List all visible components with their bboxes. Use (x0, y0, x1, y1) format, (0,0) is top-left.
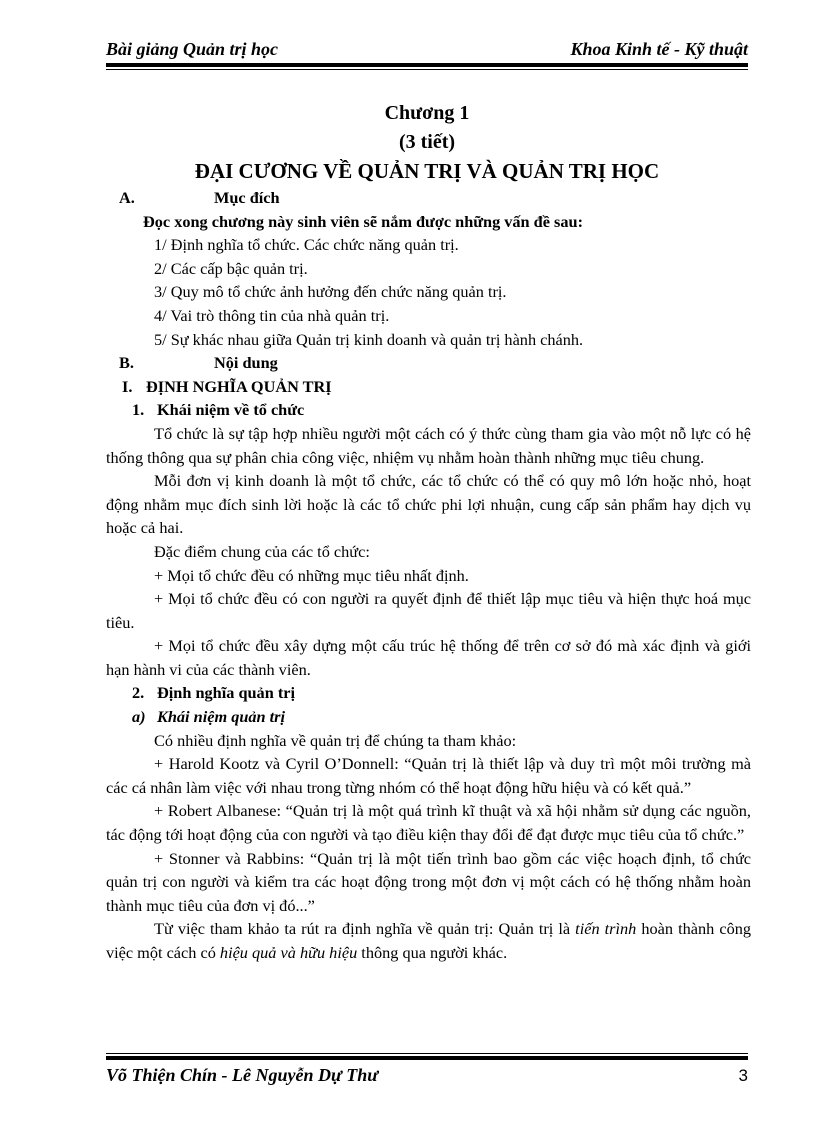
conclusion-paragraph (106, 917, 751, 964)
chapter-heading: ĐẠI CƯƠNG VỀ QUẢN TRỊ VÀ QUẢN TRỊ HỌC (194, 159, 660, 183)
objective-item: 1/ Định nghĩa tổ chức. Các chức năng quản trị. (154, 235, 459, 255)
part-1-heading (106, 375, 751, 399)
quote-item: + Harold Kootz và Cyril O’Donnell: “Quản trị là thiết lập và duy trì một môi trường mà các cá nhân làm việc với nhau trong từng nhóm có thể hoạt động hữu hiệu và có kết quả.” (106, 754, 751, 797)
objective-item: 4/ Vai trò thông tin của nhà quản trị. (154, 305, 390, 325)
conclusion-emphasis: tiến trình (575, 919, 637, 939)
bullet-item: + Mọi tổ chức đều có những mục tiêu nhất định. (154, 565, 469, 585)
section-a-title: Mục đích (214, 188, 280, 207)
paragraph: Có nhiều định nghĩa về quản trị để chúng ta tham khảo: (154, 730, 517, 750)
footer-rule-thick (106, 1056, 748, 1060)
conclusion-text: hoàn thành công việc một cách có (106, 919, 751, 962)
paragraph: Tổ chức là sự tập hợp nhiều người một cách có ý thức cùng tham gia vào một nỗ lực có hệ thống thông qua sự phân chia công việc, nhiệm vụ nhằm hoàn thành những mục tiêu chung. (106, 423, 751, 467)
footer-rule-thin (106, 1053, 748, 1054)
objective-item: 3/ Quy mô tổ chức ảnh hưởng đến chức năng quản trị. (154, 282, 507, 302)
page-header (106, 38, 748, 60)
header-rule-thin (106, 69, 748, 70)
objective-item: 5/ Sự khác nhau giữa Quản trị kinh doanh và quản trị hành chánh. (154, 329, 584, 349)
objective-item: 2/ Các cấp bậc quản trị. (154, 258, 308, 278)
page-footer (106, 1064, 748, 1087)
part-1-title: ĐỊNH NGHĨA QUẢN TRỊ (146, 376, 332, 396)
subsection-2-number: 2. (132, 683, 145, 703)
paragraph: Mỗi đơn vị kinh doanh là một tổ chức, các tổ chức có thể có quy mô lớn hoặc nhỏ, hoạt động nhằm mục đích sinh lời hoặc là các tổ chức phi lợi nhuận, cung cấp sản phẩm hay dịch vụ hoặc cả hai. (106, 471, 751, 538)
header-faculty: Khoa Kinh tế - Kỹ thuật (570, 39, 748, 59)
quote-item: + Stonner và Rabbins: “Quản trị là một tiến trình bao gồm các việc hoạch định, tổ chức quản trị con người và kiểm tra các hoạt động trong một đơn vị một cách có hệ thống nhằm hoàn thành mục tiêu của đơn vị đó...” (106, 848, 751, 915)
footer-authors: Võ Thiện Chín - Lê Nguyễn Dự Thư (106, 1065, 379, 1085)
section-b-title: Nội dung (214, 353, 278, 373)
subsection-2a-title: Khái niệm quản trị (157, 707, 286, 727)
section-b-letter: B. (119, 353, 134, 373)
conclusion-text: Từ việc tham khảo ta rút ra định nghĩa về quản trị: Quản trị là (154, 919, 576, 939)
header-course-title: Bài giảng Quản trị học (106, 39, 279, 59)
subsection-2-heading (106, 681, 751, 705)
paragraph: Đặc điểm chung của các tổ chức: (154, 541, 370, 561)
conclusion-emphasis: hiệu quả và hữu hiệu (219, 943, 358, 962)
quote-item: + Robert Albanese: “Quản trị là một quá trình kĩ thuật và xã hội nhằm sử dụng các nguồn, tác động tới hoạt động của con người và tạo điều kiện thay đổi để đạt được mục tiêu của tổ chức.” (106, 801, 751, 845)
subsection-1-title: Khái niệm về tổ chức (157, 400, 305, 420)
part-1-number: I. (122, 376, 133, 396)
subsection-2-title: Định nghĩa quản trị (157, 683, 295, 703)
bullet-item: + Mọi tổ chức đều xây dựng một cấu trúc hệ thống để trên cơ sở đó mà xác định và giới hạn hành vi của các thành viên. (106, 636, 751, 679)
subsection-2a-heading (106, 705, 751, 729)
page-number: 3 (738, 1066, 748, 1085)
chapter-hours: (3 tiết) (398, 131, 456, 153)
section-a-intro: Đọc xong chương này sinh viên sẽ nắm được những vấn đề sau: (143, 211, 583, 231)
conclusion-text: thông qua người khác. (357, 943, 508, 962)
page-body (106, 186, 751, 965)
subsection-2a-label: a) (132, 707, 146, 727)
subsection-1-heading (106, 398, 751, 422)
section-a-letter: A. (119, 188, 135, 207)
subsection-1-number: 1. (132, 400, 145, 420)
header-rule-thick (106, 63, 748, 67)
bullet-item: + Mọi tổ chức đều có con người ra quyết định để thiết lập mục tiêu và hiện thực hoá mục tiêu. (106, 589, 751, 632)
section-b-heading (106, 351, 751, 375)
section-a-heading (106, 186, 751, 210)
chapter-title: Chương 1 (384, 102, 470, 124)
